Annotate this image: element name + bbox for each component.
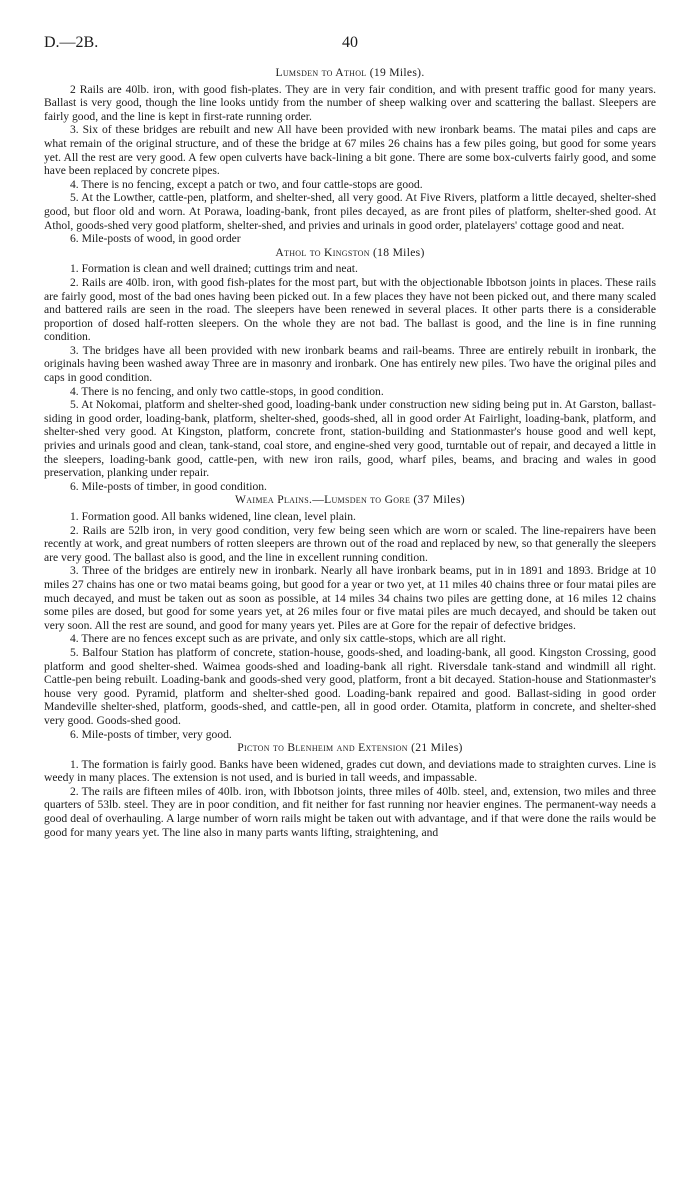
paragraph: 2. Rails are 52lb iron, in very good condition, very few being seen which are worn or scaled. The line-repairers have been recently at work, and great numbers of rotten sleepers are thrown out of the road and replaced by new, so that generally the sleepers are very good. The ballast also is good, and the line in excellent running condition.: [44, 523, 656, 564]
section-lumsden-to-athol: [44, 66, 656, 246]
document-reference: D.—2B.: [44, 34, 99, 51]
paragraph: 5. At the Lowther, cattle-pen, platform, and shelter-shed, all very good. At Five Rivers, platform a little decayed, shelter-shed good, but floor old and worn. At Porawa, loading-bank, front piles decayed, as are front piles of platform, shelter-shed good. At Athol, goods-shed very good platform, shelter-shed, and privies and urinals in good order, platelayers' cottage good and neat.: [44, 191, 656, 232]
section-waimea-plains: [44, 493, 656, 741]
paragraph: 4. There are no fences except such as are private, and only six cattle-stops, which are all right.: [70, 632, 506, 646]
paragraph: 6. Mile-posts of timber, in good condition.: [70, 479, 267, 493]
page-number: 40: [342, 34, 358, 51]
section-athol-to-kingston: [44, 246, 656, 494]
paragraph: 2. Rails are 40lb. iron, with good fish-plates for the most part, but with the objectionable Ibbotson joints in places. These rails are fairly good, most of the bad ones having been picked out. In a few places they have not been picked out, and there many scaled and battered rails are seen in the road. The sleepers have been renewed in several places. It other parts there is a considerable proportion of dosed half-rotten sleepers. On the whole they are not bad. The ballast is good, and the line is in fine running condition.: [44, 275, 656, 344]
section-title: Picton to Blenheim and Extension (21 Miles): [237, 741, 463, 755]
paragraph: 6. Mile-posts of timber, very good.: [70, 727, 232, 741]
paragraph: 4. There is no fencing, except a patch or two, and four cattle-stops are good.: [70, 177, 423, 191]
paragraph: 3. The bridges have all been provided with new ironbark beams and rail-beams. Three are entirely rebuilt in ironbark, the originals having been washed away Three are in masonry and ironbark. One has entirely new piles. Two have the original piles and caps in good condition.: [44, 343, 656, 385]
paragraph: 6. Mile-posts of wood, in good order: [70, 232, 241, 246]
paragraph: 2. The rails are fifteen miles of 40lb. iron, with Ibbotson joints, three miles of 40lb. steel, and, extension, two miles and three quarters of 53lb. steel. They are in poor condition, and fit neither for fast running nor heavier engines. The permanent-way needs a good deal of overhauling. A large number of worn rails might be taken out with advantage, and if that were done the rails would be good for many years yet. The line also in many parts wants lifting, straightening, and: [44, 784, 656, 839]
paragraph: 1. Formation good. All banks widened, line clean, level plain.: [70, 510, 356, 523]
paragraph: 3. Three of the bridges are entirely new in ironbark. Nearly all have ironbark beams, put in in 1891 and 1893. Bridge at 10 miles 27 chains has one or two matai beams going, but good for a year or two yet, at 11 miles 40 chains three or four matai piles are much decayed, and must be taken out as soon as possible, at 14 miles 34 chains two piles are getting done, at 16 miles 12 chains some piles are dosed, but good for some years yet, at 26 miles four or five matai piles are much decayed, and should be taken out very soon. All the rest are sound, and good for many years yet. Piles are at Gore for the repair of defective bridges.: [44, 564, 656, 632]
report-body: [44, 66, 656, 839]
paragraph: 1. Formation is clean and well drained; cuttings trim and neat.: [70, 262, 358, 276]
paragraph: 5. Balfour Station has platform of concrete, station-house, goods-shed, and loading-bank, all good. Kingston Crossing, good platform and good shelter-shed. Waimea goods-shed and loading-bank all right. Riversdale tank-stand and windmill all right. Cattle-pen being rebuilt. Loading-bank and goods-shed very good, platform, front a bit decayed. Station-house and Stationmaster's house very good. Pyramid, platform and shelter-shed good. Loading-bank repaired and good. Ballast-siding in good order Mandeville shelter-shed, platform, goods-shed, and cattle-pen, all in good order. Otamita, platform in concrete, and shelter-shed very good. Goods-shed good.: [44, 645, 656, 727]
paragraph: 2 Rails are 40lb. iron, with good fish-plates. They are in very fair condition, and with present traffic good for many years. Ballast is very good, though the line looks untidy from the number of sheep walking over and scattering the ballast. Sleepers are fairly good, and the line is kept in first-rate running order.: [44, 82, 656, 123]
paragraph: 5. At Nokomai, platform and shelter-shed good, loading-bank under construction new siding being put in. At Garston, ballast-siding in good order, loading-bank, platform, shelter-shed, goods-shed, all in good order At Fairlight, loading-bank, platform, and shelter-shed very good. At Kingston, platform, concrete front, station-building and Stationmaster's house good and well kept, privies and urinals good and clean, tank-stand, coal store, and engine-shed very good, turntable out of repair, and decayed a little in the sleepers, loading-bank good, cattle-pen, with new iron rails, good, wharf piles, beams, and bracing and wales in good preservation, planking under repair.: [44, 398, 656, 480]
paragraph: 1. The formation is fairly good. Banks have been widened, grades cut down, and deviations made to straighten curves. Line is weedy in many places. The extension is not used, and is buried in tall weeds, and impassable.: [44, 757, 656, 785]
paragraph: 3. Six of these bridges are rebuilt and new All have been provided with new ironbark beams. The matai piles and caps are what remain of the original structure, and of these the bridge at 67 miles 26 chains has a few piles going, but good for some years yet. All the rest are very good. A few open culverts have back-lining a bit gone. There are some box-culverts fairly good, and some have been replaced by concrete pipes.: [44, 123, 656, 178]
section-picton-to-blenheim: [44, 741, 656, 839]
section-title: Lumsden to Athol (19 Miles).: [275, 66, 425, 79]
paragraph: 4. There is no fencing, and only two cattle-stops, in good condition.: [70, 384, 384, 398]
page-header: [34, 36, 666, 56]
section-title: Waimea Plains.—Lumsden to Gore (37 Miles): [235, 493, 465, 507]
section-title: Athol to Kingston (18 Miles): [275, 245, 425, 259]
